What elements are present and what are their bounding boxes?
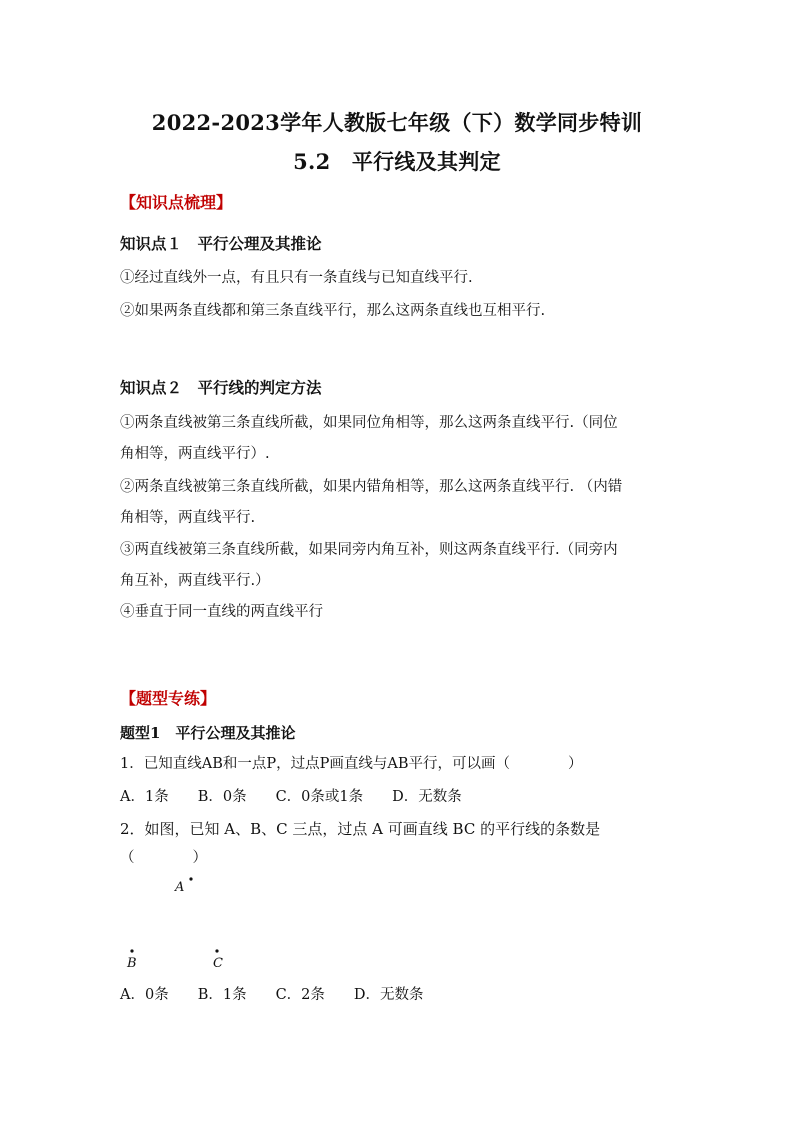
document-subtitle: 5.2 平行线及其判定 xyxy=(293,149,501,174)
document-title: 2022-2023学年人教版七年级（下）数学同步特训 xyxy=(151,110,643,135)
question-2-options: A．0条 B．1条 C．2条 D．无数条 xyxy=(120,987,424,1003)
question-type-heading: 题型1 平行公理及其推论 xyxy=(120,724,296,742)
points-diagram xyxy=(115,868,275,978)
knowledge-point-1-heading: 知识点１ 平行公理及其推论 xyxy=(120,234,322,253)
knowledge-point-2-line-6: 角互补，两直线平行.） xyxy=(120,573,270,589)
knowledge-point-2-line-5: ③两直线被第三条直线所截，如果同旁内角互补，则这两条直线平行.（同旁内 xyxy=(120,542,618,558)
knowledge-point-2-line-4: 角相等，两直线平行. xyxy=(120,510,256,526)
point-b-dot xyxy=(130,949,133,952)
question-1-options: A．1条 B．0条 C．0条或1条 D．无数条 xyxy=(120,789,462,805)
knowledge-point-2-line-3: ②两条直线被第三条直线所截，如果内错角相等，那么这两条直线平行. （内错 xyxy=(120,479,623,495)
question-2-stem-line-1: 2．如图，已知 A、B、C 三点，过点 A 可画直线 BC 的平行线的条数是 xyxy=(120,820,601,838)
knowledge-point-1-line-1: ①经过直线外一点，有且只有一条直线与已知直线平行. xyxy=(120,270,473,286)
knowledge-point-2-line-7: ④垂直于同一直线的两直线平行 xyxy=(120,604,323,620)
point-a-label: A xyxy=(175,880,185,895)
question-2-stem-line-2: （ ） xyxy=(120,850,207,866)
section-label-practice: 【题型专练】 xyxy=(120,689,217,708)
knowledge-point-2-heading: 知识点２ 平行线的判定方法 xyxy=(120,378,322,397)
knowledge-point-1-line-2: ②如果两条直线都和第三条直线平行，那么这两条直线也互相平行. xyxy=(120,303,546,319)
point-a-dot xyxy=(189,877,192,880)
knowledge-point-2-line-1: ①两条直线被第三条直线所截，如果同位角相等，那么这两条直线平行.（同位 xyxy=(120,415,618,431)
point-b-label: B xyxy=(127,956,137,971)
section-label-knowledge: 【知识点梳理】 xyxy=(120,193,233,212)
knowledge-point-2-line-2: 角相等，两直线平行）. xyxy=(120,446,270,462)
point-c-label: C xyxy=(213,956,223,971)
point-c-dot xyxy=(215,949,218,952)
question-1-stem: 1．已知直线AB和一点P，过点P画直线与AB平行，可以画（ ） xyxy=(120,756,583,772)
